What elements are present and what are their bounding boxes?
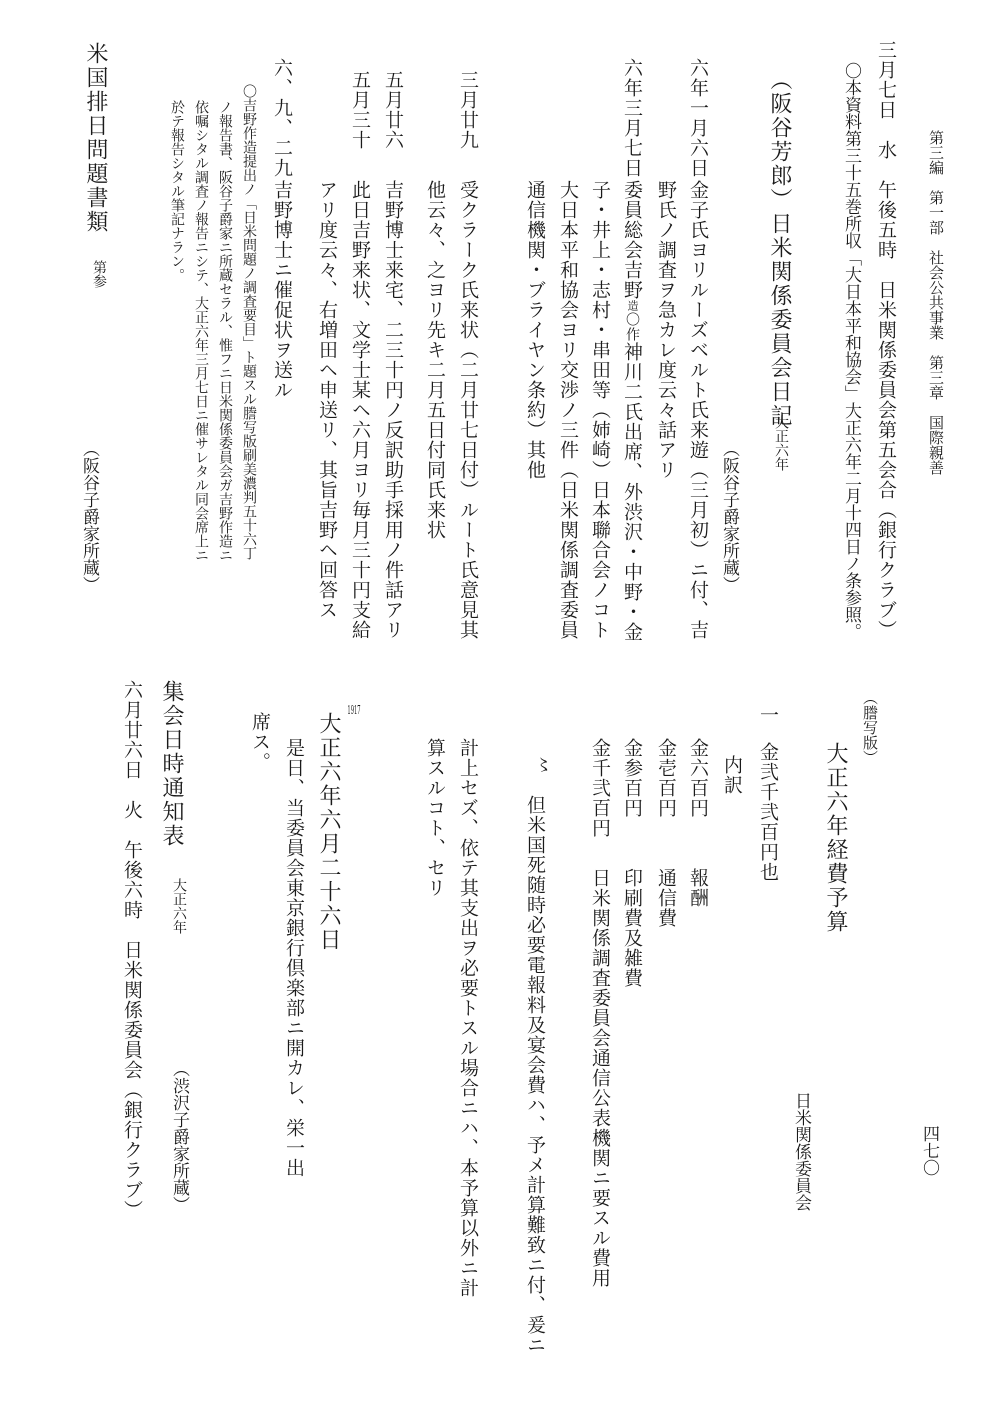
diary-entry-text: 子・井上・志村・串田等（姉崎）日本聯合会ノコト — [589, 180, 611, 640]
diary-source: （阪谷子爵家所蔵） — [719, 440, 739, 593]
editor-note: 〇吉野作造提出ノ「日米問題ノ調査要目」ト題スル謄写版刷美濃判五十六丁 — [241, 84, 257, 560]
running-header: 第三編 第一部 社会公共事業 第三章 国際親善 — [927, 130, 945, 475]
budget-proviso: 算スルコト、セリ — [424, 738, 446, 898]
budget-line-desc: 報酬 — [687, 868, 709, 908]
diary-title: （阪谷芳郎）日米関係委員会日記 — [767, 68, 792, 428]
diary-entry-text: 受クラーク氏来状（二月廿七日付）ルート氏意見其 — [457, 180, 479, 640]
notice-source: （渋沢子爵家所蔵） — [169, 1060, 189, 1213]
editor-note: 依嘱シタル調査ノ報告ニシテ、大正六年三月七日ニ催サレタル同会席上ニ — [193, 100, 209, 562]
date-heading: 大正六年六月二十六日 — [316, 712, 341, 952]
diary-entry-date: 三月廿九 — [457, 70, 479, 150]
diary-entry-text: 吉野博士ニ催促状ヲ送ル — [271, 180, 293, 400]
budget-line-amount: 金壱百円 — [655, 738, 677, 818]
diary-entry-date: 五月三十 — [349, 70, 371, 150]
diary-entry-text: 大日本平和協会ヨリ交渉ノ三件（日米関係調査委員 — [557, 180, 579, 640]
breakdown-label: 内訳 — [721, 755, 743, 795]
diary-entry-text: 通信機関・ブライヤン条約）其他 — [524, 180, 546, 480]
notice-entry: 六月廿六日 火 午後六時 日米関係委員会（銀行クラブ） — [121, 680, 143, 1220]
body-text: 席ス。 — [249, 712, 271, 772]
budget-line-desc: 通信費 — [655, 868, 677, 928]
print-type: （謄写版） — [861, 690, 879, 765]
budget-line-desc: 印刷費及雑費 — [621, 868, 643, 988]
budget-proviso: 但米国死随時必要電報料及宴会費ハ、予メ計算難致ニ付、爰ニ — [524, 795, 546, 1355]
diary-entry-text: 野氏ノ調査ヲ急カレ度云々話アリ — [655, 180, 677, 480]
budget-proviso: 計上セズ、依テ其支出ヲ必要トスル場合ニハ、本予算以外ニ計 — [457, 738, 479, 1298]
notice-title: 集会日時通知表 — [159, 680, 184, 848]
diary-era: 大正六年 — [773, 415, 789, 471]
committee-name: 日米関係委員会 — [791, 1092, 811, 1211]
page-number: 四七〇 — [919, 1125, 939, 1176]
budget-line-amount: 金千弐百円 — [589, 738, 611, 838]
diary-entry-date: 五月廿六 — [382, 70, 404, 150]
diary-entry-date: 六年一月六日 — [687, 58, 709, 178]
books-volume: 第参 — [91, 260, 107, 288]
diary-entry-text: アリ度云々、右増田ヘ申送リ、其旨吉野ヘ回答ス — [316, 180, 338, 620]
body-text: 是日、当委員会東京銀行倶楽部ニ開カレ、栄一出 — [283, 738, 305, 1178]
diary-entry-text: 委員総会吉野造〇作神川二氏出席、外渋沢・中野・金 — [621, 180, 643, 642]
budget-total: 金弐千弐百円也 — [757, 742, 779, 882]
budget-line-amount: 金六百円 — [687, 738, 709, 818]
notice-era: 大正六年 — [171, 878, 187, 934]
diary-entry-text: 此日吉野来状、文学士某ヘ六月ヨリ毎月三十円支給 — [349, 180, 371, 640]
western-year: 1917 — [347, 704, 361, 716]
reference-note: 〇本資料第三十五巻所収「大日本平和協会」大正六年二月十四日ノ条参照。 — [841, 62, 861, 640]
budget-line-desc: 日米関係調査委員会通信公表機関ニ要スル費用 — [589, 868, 611, 1288]
budget-line-amount: 金参百円 — [621, 738, 643, 818]
meeting-entry: 三月七日 水 午後五時 日米関係委員会第五会合（銀行クラブ） — [875, 40, 897, 640]
annotation-mark: 〻 — [531, 756, 551, 773]
diary-entry-date: 六年三月七日 — [621, 58, 643, 178]
diary-entry-date: 六、九、二九 — [271, 58, 293, 178]
diary-entry-text: 吉野博士来宅、二三十円ノ反訳助手採用ノ件話アリ — [382, 180, 404, 640]
budget-title: 大正六年経費予算 — [823, 742, 848, 934]
diary-entry-text: 他云々、之ヨリ先キ二月五日付同氏来状 — [424, 180, 446, 540]
diary-entry-text: 金子氏ヨリルーズベルト氏来遊（三月初）ニ付、吉 — [687, 180, 709, 640]
books-title: 米国排日問題書類 — [83, 42, 108, 234]
budget-item-number: 一 — [757, 705, 779, 725]
books-source: （阪谷子爵家所蔵） — [79, 440, 99, 593]
editor-note: ノ報告書、阪谷子爵家ニ所蔵セラル、惟フニ日米関係委員会ガ吉野作造ニ — [217, 100, 233, 562]
editor-note: 於テ報告シタル筆記ナラン。 — [169, 100, 185, 282]
